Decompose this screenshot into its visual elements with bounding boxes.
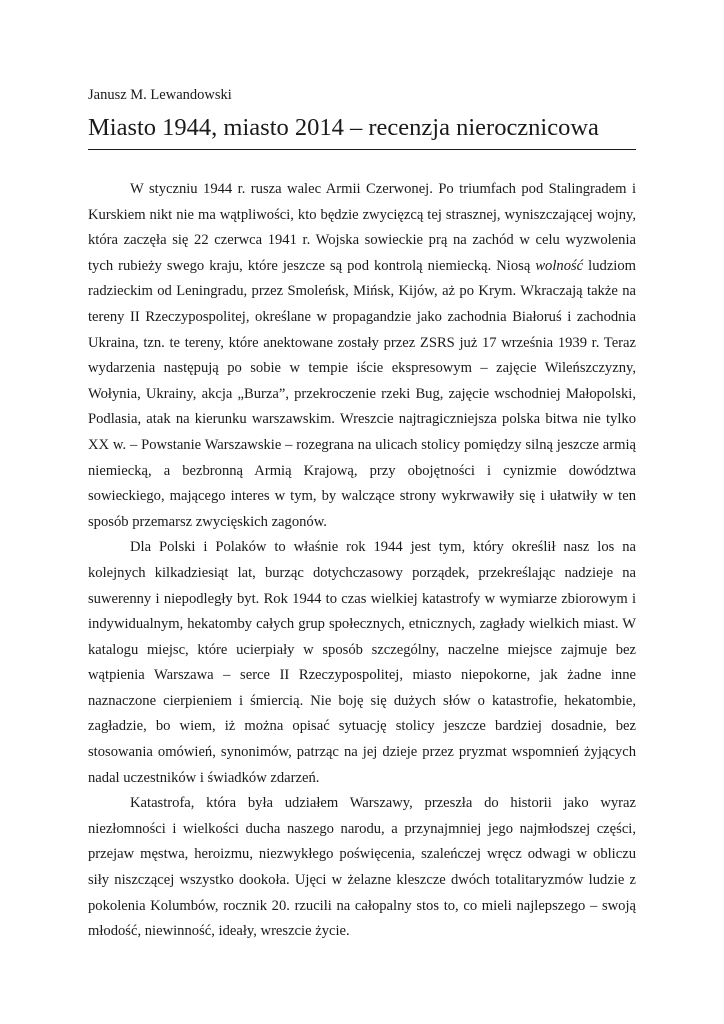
paragraph-3: Katastrofa, która była udziałem Warszawy, przeszła do historii jako wyraz niezłomności i wielkości ducha naszego narodu, a przynajmniej jego najmłodszej części, przejaw męstwa, heroizmu, niezwykłego poświęcenia, szaleńczej wręcz odwagi w obliczu siły niszczącej wszystko dookoła. Ujęci w żelazne kleszcze dwóch totalitaryzmów ludzie z pokolenia Kolumbów, rocznik 20. rzucili na całopalny stos to, co mieli najlepszego – swoją młodość, niewinność, ideały, wreszcie życie. — [88, 795, 636, 940]
document-title: Miasto 1944, miasto 2014 – recenzja nierocznicowa — [88, 114, 599, 141]
author-name: Janusz M. Lewandowski — [88, 87, 232, 103]
article-body — [88, 177, 636, 945]
paragraph-1 — [88, 177, 636, 535]
paragraph-2: Dla Polski i Polaków to właśnie rok 1944 jest tym, który określił nasz los na kolejnych kilkadziesiąt lat, burząc dotychczasowy porządek, przekreślając nadzieje na suwerenny i niepodległy byt. Rok 1944 to czas wielkiej katastrofy w wymiarze zbiorowym i indywidualnym, hekatomby całych grup społecznych, etnicznych, zagłady wielkich miast. W katalogu miejsc, które ucierpiały w sposób szczególny, naczelne miejsce zajmuje bez wątpienia Warszawa – serce II Rzeczypospolitej, miasto niepokorne, jak żadne inne naznaczone cierpieniem i śmiercią. Nie boję się dużych słów o katastrofie, hekatombie, zagładzie, bo wiem, iż można opisać sytuację stolicy jeszcze bardziej dosadnie, bez stosowania omówień, synonimów, patrząc na jej dzieje przez pryzmat wspomnień żyjących nadal uczestników i świadków zdarzeń. — [88, 539, 636, 786]
paragraph-1-text-before: W styczniu 1944 r. rusza walec Armii Czerwonej. Po triumfach pod Stalingradem i Kurskiem nikt nie ma wątpliwości, kto będzie zwycięzcą tej strasznej, wyniszczającej wojny, która zaczęła się 22 czerwca 1941 r. Wojska sowieckie prą na zachód w celu wyzwolenia tych rubieży swego kraju, które jeszcze są pod kontrolą niemiecką. Niosą — [88, 181, 636, 274]
paragraph-1-emphasis: wolność — [535, 257, 584, 274]
paragraph-1-text-after: ludziom radzieckim od Leningradu, przez Smoleńsk, Mińsk, Kijów, aż po Krym. Wkraczają także na tereny II Rzeczypospolitej, określane w propagandzie jako zachodnia Białoruś i zachodnia Ukraina, tzn. te tereny, które anektowane zostały przez ZSRS już 17 września 1939 r. Teraz wydarzenia następują po sobie w tempie iście ekspresowym – zajęcie Wileńszczyzny, Wołynia, Ukrainy, akcja „Burza”, przekroczenie rzeki Bug, zajęcie wschodniej Małopolski, Podlasia, atak na kierunku warszawskim. Wreszcie najtragiczniejsza polska bitwa nie tylko XX w. – Powstanie Warszawskie – rozegrana na ulicach stolicy pomiędzy silną jeszcze armią niemiecką, a bezbronną Armią Krajową, przy obojętności i cynizmie dowództwa sowieckiego, mającego interes w tym, by walczące strony wykrwawiły się i ułatwiły w ten sposób przemarsz zwycięskich zagonów. — [88, 257, 637, 530]
document-page — [88, 86, 636, 945]
title-underline — [88, 149, 636, 150]
